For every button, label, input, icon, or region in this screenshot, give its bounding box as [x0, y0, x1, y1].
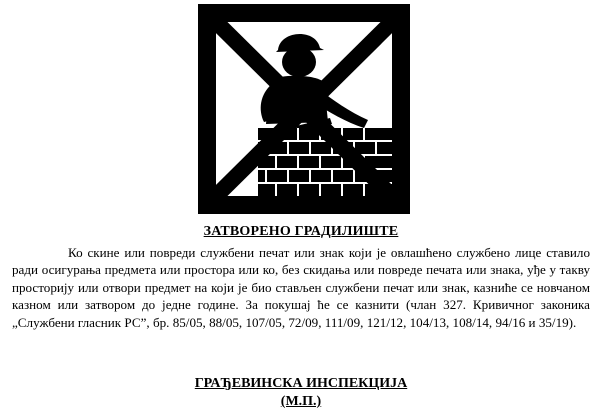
seal-mark: (М.П.) [280, 394, 322, 409]
issuing-authority: ГРАЂЕВИНСКА ИНСПЕКЦИЈА [194, 376, 408, 391]
notice-title: ЗАТВОРЕНО ГРАДИЛИШТЕ [203, 224, 399, 239]
crossed-out-bricklayer-icon [198, 4, 410, 214]
construction-prohibited-sign [198, 4, 410, 214]
notice-body: Ко скине или повреди службени печат или знак који је овлашћено службено лице ставило ради осигурања предмета или простора или ко, без скидања или повреде печата или знака, уђе у такву просторију или отвори предмет на који је био стављен службени печат или знак, казниће се новчаном казном или затвором до једне године. За покушај ће се казнити (члан 327. Кривичног законика „Службени гласник РС”, бр. 85/05, 88/05, 107/05, 72/09, 111/09, 121/12, 104/13, 108/14, 94/16 и 35/19). [12, 245, 590, 330]
